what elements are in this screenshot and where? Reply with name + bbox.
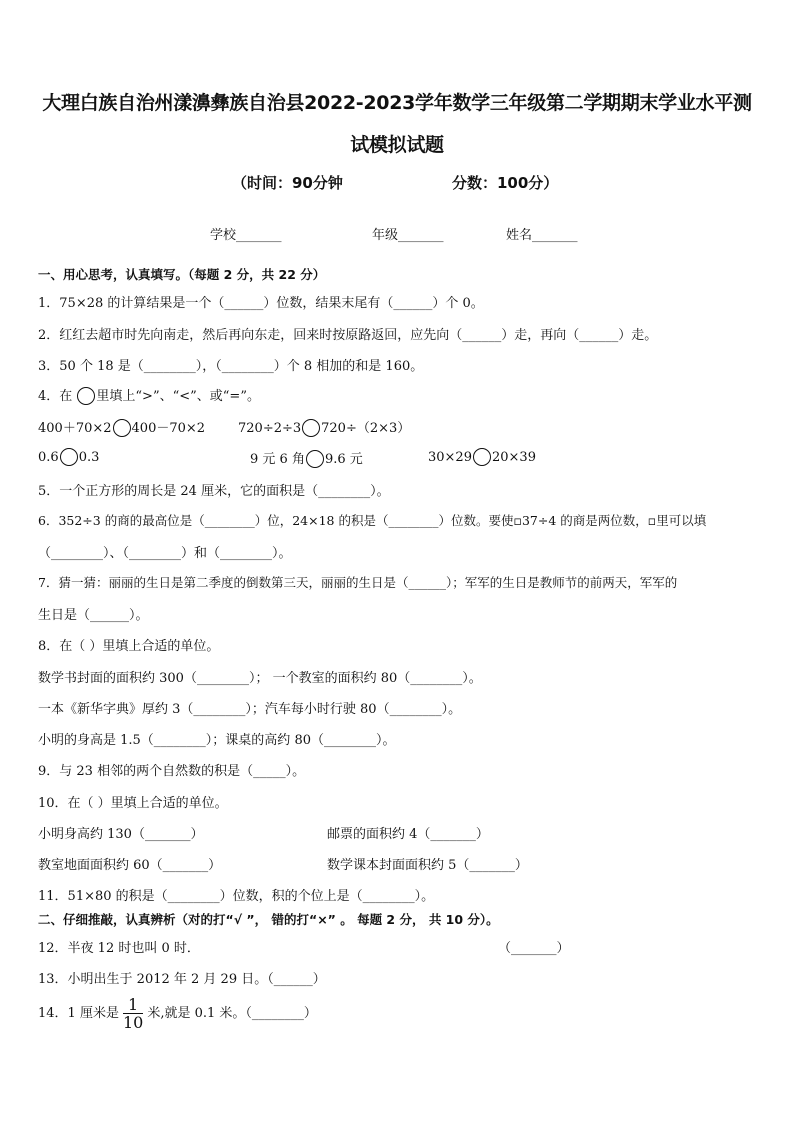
question-6-cont: （________）、（________）和（________）。 [38, 546, 292, 561]
section-2-heading: 二、仔细推敲，认真辨析（对的打“√ ”， 错的打“×” 。 每题 2 分， 共 10 分）。 [38, 912, 499, 927]
name-field[interactable]: 姓名_______ [506, 228, 578, 243]
question-9: 9．与 23 相邻的两个自然数的积是（_____）。 [38, 764, 306, 779]
question-4-item-3: 0.6 0.3 [38, 450, 100, 465]
question-8-row-1: 数学书封面的面积约 300（________）； 一个教室的面积约 80（________）。 [38, 671, 482, 686]
answer-circle[interactable] [306, 450, 324, 468]
fraction: $\frac{1}{10}$ [122, 995, 144, 1032]
page-title-line2: 试模拟试题 [350, 134, 444, 156]
question-10-item-2: 邮票的面积约 4（_______） [327, 827, 489, 842]
question-12: 12．半夜 12 时也叫 0 时． [38, 941, 200, 956]
grade-field[interactable]: 年级_______ [372, 228, 444, 243]
question-14: 14．1 厘米是 $\frac{1}{10}$ 米,就是 0.1 米。（________） [38, 995, 317, 1032]
question-8: 8．在（ ）里填上合适的单位。 [38, 639, 220, 654]
answer-circle[interactable] [60, 448, 78, 466]
question-8-row-3: 小明的身高是 1.5（________）；课桌的高约 80（________）。 [38, 733, 396, 748]
question-4-item-2: 720÷2÷3 720÷（2×3） [238, 421, 411, 436]
answer-circle[interactable] [113, 419, 131, 437]
question-2: 2．红红去超市时先向南走，然后再向东走，回来时按原路返回，应先向（______）走，再向（______）走。 [38, 328, 658, 343]
question-10-item-1: 小明身高约 130（_______） [38, 827, 204, 842]
section-1-heading: 一、用心思考，认真填写。（每题 2 分，共 22 分） [38, 267, 326, 282]
question-4-item-4: 9 元 6 角 9.6 元 [250, 452, 363, 467]
question-11: 11．51×80 的积是（________）位数，积的个位上是（________）。 [38, 889, 435, 904]
page-title: 大理白族自治州漾濞彝族自治县2022-2023学年数学三年级第二学期期末学业水平测 [42, 92, 752, 114]
question-10-item-3: 教室地面面积约 60（_______） [38, 858, 222, 873]
question-10: 10．在（ ）里填上合适的单位。 [38, 796, 228, 811]
question-5: 5．一个正方形的周长是 24 厘米，它的面积是（________）。 [38, 484, 390, 499]
question-4-item-5: 30×29 20×39 [428, 450, 536, 465]
question-4: 4．在 里填上“>”、“<”、或“=”。 [38, 389, 260, 404]
question-13: 13．小明出生于 2012 年 2 月 29 日。（______） [38, 972, 326, 987]
school-field[interactable]: 学校_______ [210, 228, 282, 243]
question-12-answer-blank[interactable]: （_______） [498, 941, 570, 956]
answer-circle[interactable] [473, 448, 491, 466]
question-4-item-1: 400＋70×2 400－70×2 [38, 421, 206, 436]
exam-score: 分数：100分） [452, 174, 559, 192]
question-7-cont: 生日是（______）。 [38, 608, 149, 623]
question-1: 1．75×28 的计算结果是一个（______）位数，结果末尾有（______）个 0。 [38, 296, 484, 311]
compare-circle-icon [77, 387, 95, 405]
question-8-row-2: 一本《新华字典》厚约 3（________）；汽车每小时行驶 80（________）。 [38, 702, 462, 717]
question-7: 7．猜一猜：丽丽的生日是第二季度的倒数第三天，丽丽的生日是（______）；军军的生日是教师节的前两天，军军的 [38, 575, 678, 590]
answer-circle[interactable] [302, 419, 320, 437]
question-6: 6．352÷3 的商的最高位是（________）位，24×18 的积是（________）位数。要使▫37÷4 的商是两位数，▫里可以填 [38, 513, 707, 528]
question-10-item-4: 数学课本封面面积约 5（_______） [327, 858, 528, 873]
exam-time: （时间：90分钟 [232, 174, 343, 192]
question-3: 3．50 个 18 是（________），（________）个 8 相加的和是 160。 [38, 359, 424, 374]
